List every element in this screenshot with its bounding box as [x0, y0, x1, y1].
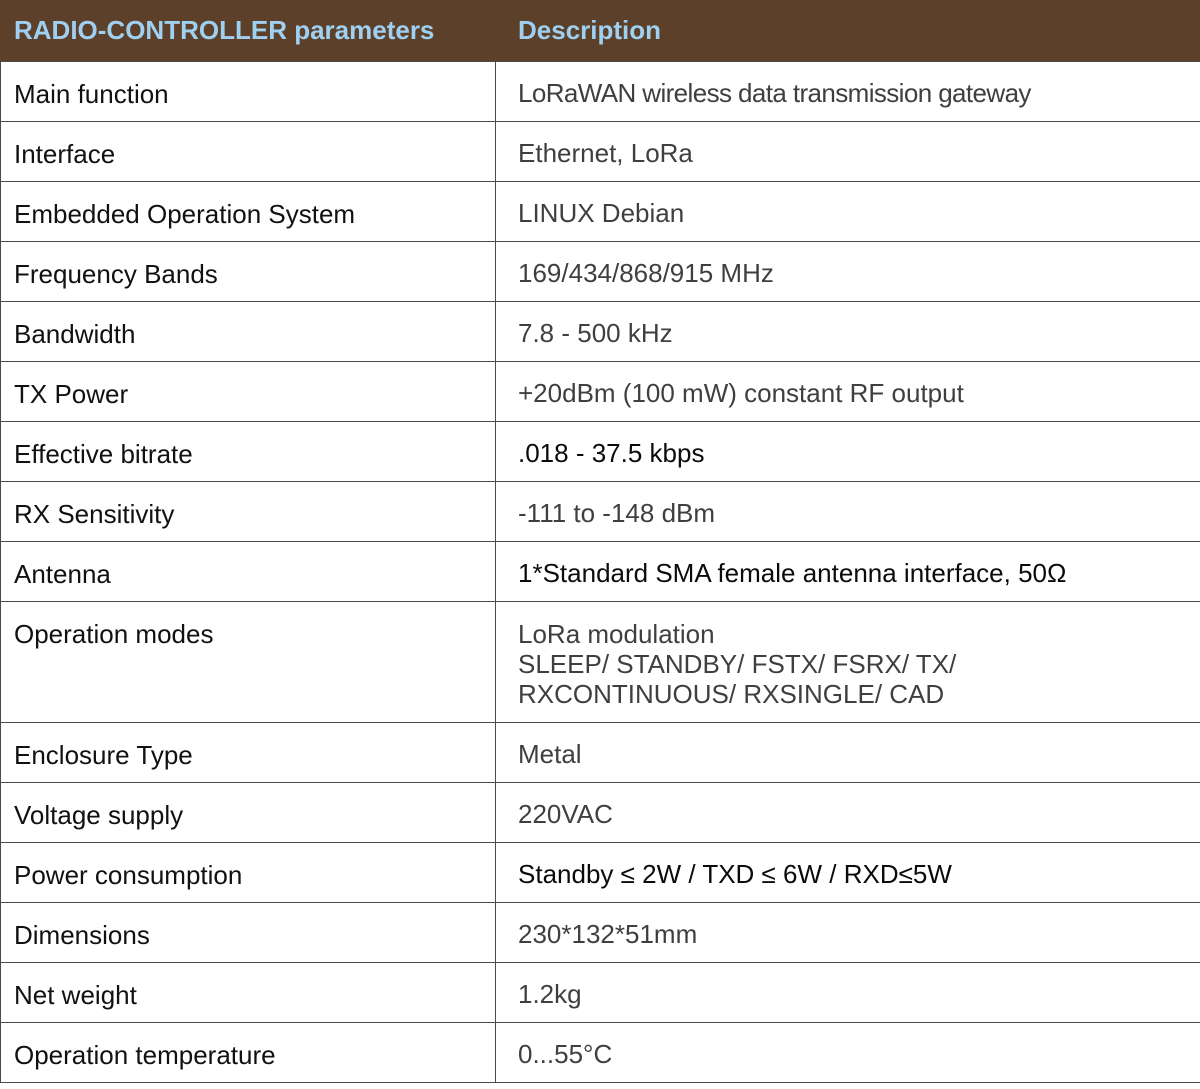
description-line: 169/434/868/915 MHz [518, 257, 774, 288]
row-parameter: Bandwidth [1, 301, 496, 361]
row-description [496, 121, 1200, 181]
table-row [1, 241, 1200, 301]
row-description [496, 722, 1200, 782]
description-line: Ethernet, LoRa [518, 137, 693, 168]
table-row [1, 121, 1200, 181]
table-row [1, 782, 1200, 842]
row-description [496, 61, 1200, 121]
row-description [496, 181, 1200, 241]
row-parameter: Operation modes [1, 601, 496, 722]
description-line: LINUX Debian [518, 197, 685, 228]
table-row [1, 902, 1200, 962]
row-description [496, 241, 1200, 301]
table-row [1, 361, 1200, 421]
row-description [496, 962, 1200, 1022]
row-parameter: TX Power [1, 361, 496, 421]
table-row [1, 301, 1200, 361]
header-row [1, 0, 1200, 61]
description-line: +20dBm (100 mW) constant RF output [518, 377, 964, 408]
description-line: 1.2kg [518, 978, 582, 1009]
description-line: 7.8 - 500 kHz [518, 317, 673, 348]
row-description [496, 301, 1200, 361]
row-parameter: Operation temperature [1, 1022, 496, 1082]
table-row [1, 481, 1200, 541]
row-description [496, 601, 1200, 722]
row-description [496, 361, 1200, 421]
description-line: 0...55°C [518, 1038, 613, 1069]
row-description [496, 421, 1200, 481]
table-body [1, 61, 1200, 1082]
description-line: LoRaWAN wireless data transmission gateway [518, 77, 1031, 108]
description-line: Metal [518, 738, 582, 769]
table-row [1, 421, 1200, 481]
table-row [1, 962, 1200, 1022]
row-parameter: Enclosure Type [1, 722, 496, 782]
row-parameter: Voltage supply [1, 782, 496, 842]
description-line: 230*132*51mm [518, 918, 698, 949]
description-line: RXCONTINUOUS/ RXSINGLE/ CAD [518, 678, 945, 709]
row-description [496, 782, 1200, 842]
row-parameter: Main function [1, 61, 496, 121]
table-row [1, 181, 1200, 241]
description-line: .018 - 37.5 kbps [518, 437, 705, 468]
row-description [496, 842, 1200, 902]
table-row [1, 601, 1200, 722]
row-description [496, 481, 1200, 541]
row-description [496, 1022, 1200, 1082]
row-parameter: Frequency Bands [1, 241, 496, 301]
column-header-parameters: RADIO-CONTROLLER parameters [1, 0, 496, 61]
table-row [1, 722, 1200, 782]
description-line: LoRa modulation [518, 618, 715, 649]
row-parameter: Effective bitrate [1, 421, 496, 481]
description-line: Standby ≤ 2W / TXD ≤ 6W / RXD≤5W [518, 858, 952, 889]
row-parameter: RX Sensitivity [1, 481, 496, 541]
row-description [496, 541, 1200, 601]
column-header-description: Description [496, 0, 1200, 61]
row-parameter: Power consumption [1, 842, 496, 902]
row-parameter: Antenna [1, 541, 496, 601]
description-line: 1*Standard SMA female antenna interface, 50Ω [518, 557, 1067, 588]
description-line: SLEEP/ STANDBY/ FSTX/ FSRX/ TX/ [518, 648, 957, 679]
table-row [1, 61, 1200, 121]
table-row [1, 541, 1200, 601]
row-parameter: Dimensions [1, 902, 496, 962]
description-line: -111 to -148 dBm [518, 497, 716, 528]
row-parameter: Net weight [1, 962, 496, 1022]
table-row [1, 842, 1200, 902]
row-parameter: Embedded Operation System [1, 181, 496, 241]
table-header [1, 0, 1200, 61]
row-parameter: Interface [1, 121, 496, 181]
description-line: 220VAC [518, 798, 613, 829]
table-row [1, 1022, 1200, 1082]
row-description [496, 902, 1200, 962]
